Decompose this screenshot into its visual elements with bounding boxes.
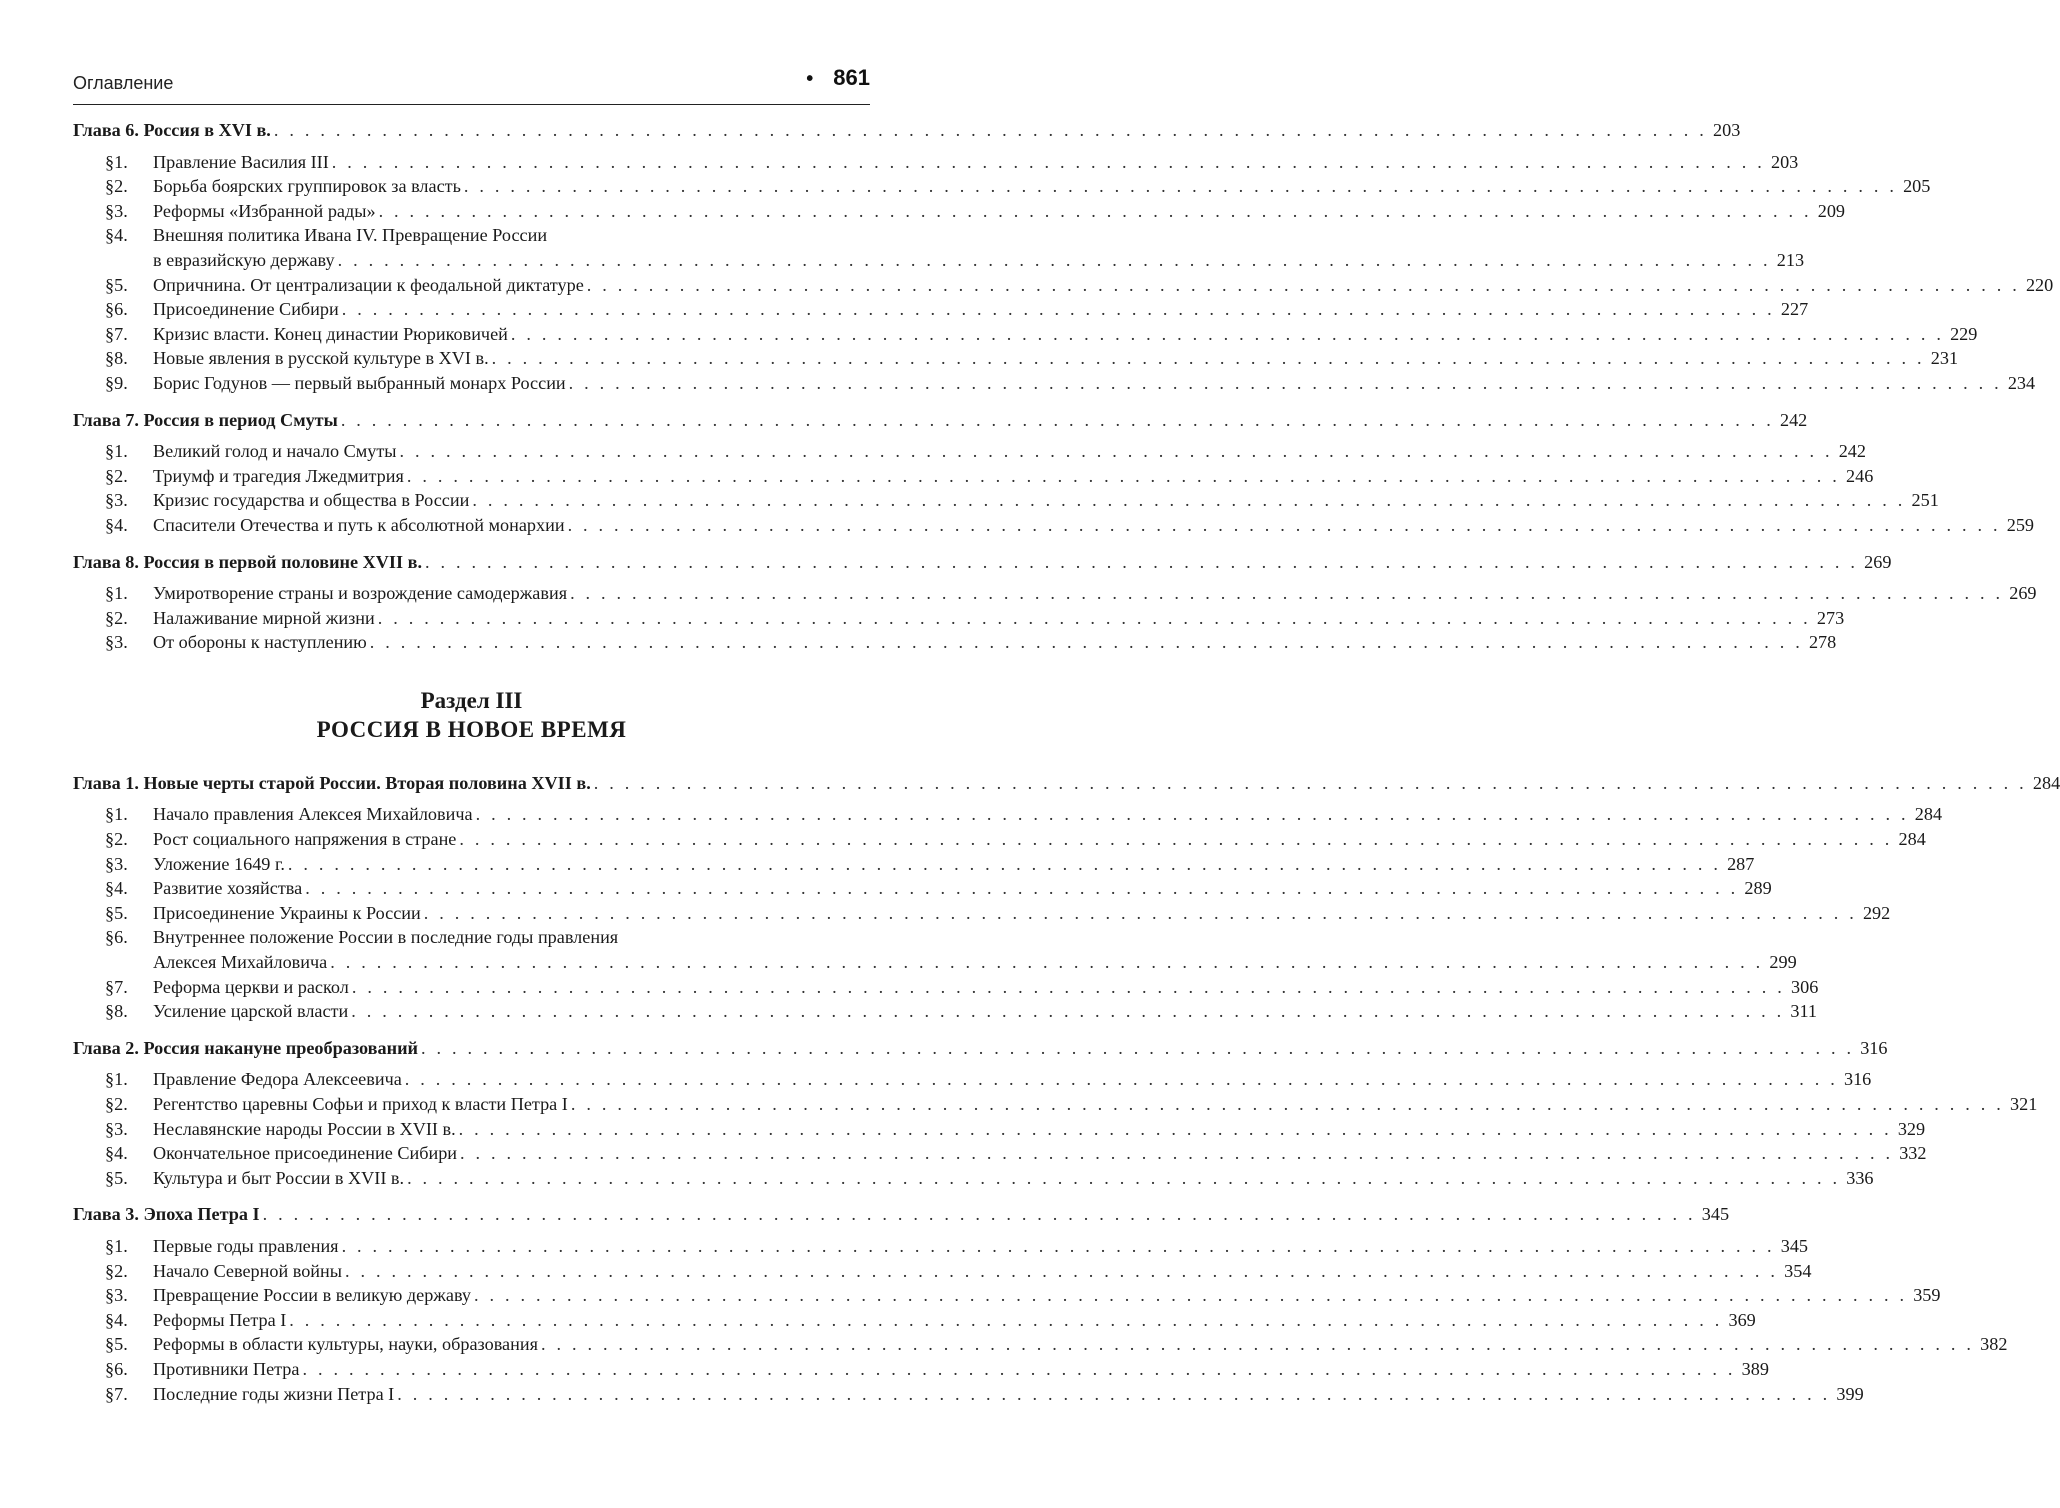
paragraph-page: 311 [1790,1001,1818,1022]
paragraph-line [153,488,1939,513]
toc-paragraph-entry[interactable] [73,1308,1756,1333]
chapter-page: 269 [1864,551,1892,572]
paragraph-line [153,950,1797,975]
toc-paragraph-entry[interactable] [73,513,2035,538]
paragraph-line [153,513,2035,538]
dot-leader: . . . . . . . . . . . . . . . . . . . . . . . . . . . . . . . . . . . . . . . . . . . . . . . . . . . . . . . . . . . . . . . . . . . . . . . . . . . . . . . . . . . . . . . . . . . . . [340,409,1774,430]
section-heading [73,687,870,745]
toc-paragraph-entry[interactable] [73,199,1846,224]
toc-chapter-entry[interactable] [73,1202,1730,1227]
dot-leader: . . . . . . . . . . . . . . . . . . . . . . . . . . . . . . . . . . . . . . . . . . . . . . . . . . . . . . . . . . . . . . . . . . . . . . . . . . . . . . . . . . . . . . . . . . . . . [568,372,2002,393]
dot-leader: . . . . . . . . . . . . . . . . . . . . . . . . . . . . . . . . . . . . . . . . . . . . . . . . . . . . . . . . . . . . . . . . . . . . . . . . . . . . . . . . . . . . . . . . . . . . . [289,1309,1723,1330]
paragraph-title: Уложение 1649 г. [153,853,285,874]
toc-paragraph-entry[interactable] [73,975,1819,1000]
toc-paragraph-entry[interactable] [73,1234,1809,1259]
paragraph-page: 359 [1913,1285,1941,1306]
dot-leader: . . . . . . . . . . . . . . . . . . . . . . . . . . . . . . . . . . . . . . . . . . . . . . . . . . . . . . . . . . . . . . . . . . . . . . . . . . . . . . . . . . . . . . . . . . . . . [351,976,1786,997]
chapter-line [73,118,1741,143]
paragraph-line [153,322,1978,347]
toc-paragraph-entry[interactable] [73,1283,1941,1308]
paragraph-line [153,174,1931,199]
toc-paragraph-entry[interactable] [73,273,2054,298]
toc-paragraph-entry[interactable] [73,150,1799,175]
paragraph-number: §9. [105,372,128,393]
dot-leader: . . . . . . . . . . . . . . . . . . . . . . . . . . . . . . . . . . . . . . . . . . . . . . . . . . . . . . . . . . . . . . . . . . . . . . . . . . . . . . . . . . . . . . . . . . . . . [337,249,1771,270]
toc-paragraph-entry[interactable] [73,346,1959,371]
paragraph-title: Правление Василия III [153,151,329,172]
dot-leader: . . . . . . . . . . . . . . . . . . . . . . . . . . . . . . . . . . . . . . . . . . . . . . . . . . . . . . . . . . . . . . . . . . . . . . . . . . . . . . . . . . . . . . . . . . . . . [570,1094,2005,1114]
dot-leader: . . . . . . . . . . . . . . . . . . . . . . . . . . . . . . . . . . . . . . . . . . . . . . . . . . . . . . . . . . . . . . . . . . . . . . . . . . . . . . . . . . . . . . . . . . . . . [570,583,2004,604]
paragraph-line [153,901,1891,926]
chapter-page: 203 [1713,120,1741,140]
paragraph-number: §4. [105,225,128,246]
dot-leader: . . . . . . . . . . . . . . . . . . . . . . . . . . . . . . . . . . . . . . . . . . . . . . . . . . . . . . . . . . . . . . . . . . . . . . . . . . . . . . . . . . . . . . . . . . . . . [397,1383,1831,1404]
dot-leader: . . . . . . . . . . . . . . . . . . . . . . . . . . . . . . . . . . . . . . . . . . . . . . . . . . . . . . . . . . . . . . . . . . . . . . . . . . . . . . . . . . . . . . . . . . . . . [369,632,1803,653]
dot-leader: . . . . . . . . . . . . . . . . . . . . . . . . . . . . . . . . . . . . . . . . . . . . . . . . . . . . . . . . . . . . . . . . . . . . . . . . . . . . . . . . . . . . . . . . . . . . . [425,551,1859,572]
paragraph-line [153,852,1755,877]
paragraph-number: §3. [105,490,128,511]
paragraph-title-line: Внешняя политика Ивана IV. Превращение России [153,225,548,246]
toc-paragraph-entry[interactable] [73,802,1943,827]
dot-leader: . . . . . . . . . . . . . . . . . . . . . . . . . . . . . . . . . . . . . . . . . . . . . . . . . . . . . . . . . . . . . . . . . . . . . . . . . . . . . . . . . . . . . . . . . . . . . [491,348,1925,369]
paragraph-line [153,439,1866,464]
paragraph-line [153,248,1805,273]
paragraph-page: 213 [1776,249,1805,270]
dot-leader: . . . . . . . . . . . . . . . . . . . . . . . . . . . . . . . . . . . . . . . . . . . . . . . . . . . . . . . . . . . . . . . . . . . . . . . . . . . . . . . . . . . . . . . . . . . . . [378,200,1812,221]
paragraph-page: 389 [1741,1358,1769,1379]
paragraph-line [153,975,1819,1000]
paragraph-line [153,1308,1756,1333]
paragraph-title: Опричнина. От централизации к феодальной диктатуре [153,274,584,295]
paragraph-title: Первые годы правления [153,1235,339,1256]
toc-paragraph-entry[interactable] [73,1117,1926,1142]
toc-paragraph-entry[interactable] [73,999,1818,1024]
section-label: Раздел III [420,687,523,713]
dot-leader: . . . . . . . . . . . . . . . . . . . . . . . . . . . . . . . . . . . . . . . . . . . . . . . . . . . . . . . . . . . . . . . . . . . . . . . . . . . . . . . . . . . . . . . . . . . . . [567,514,2001,535]
paragraph-title: Кризис власти. Конец династии Рюриковичей [153,323,508,344]
paragraph-page: 289 [1744,878,1772,899]
toc-paragraph-entry[interactable] [73,174,1931,199]
toc-paragraph-entry[interactable] [73,1141,1927,1166]
paragraph-title: Присоединение Сибири [153,299,339,320]
paragraph-page: 299 [1769,952,1797,973]
paragraph-number: §4. [105,878,128,899]
toc-paragraph-entry[interactable] [73,1067,1872,1092]
paragraph-title: Регентство царевны Софьи и приход к власти Петра I [153,1094,568,1114]
dot-leader: . . . . . . . . . . . . . . . . . . . . . . . . . . . . . . . . . . . . . . . . . . . . . . . . . . . . . . . . . . . . . . . . . . . . . . . . . . . . . . . . . . . . . . . . . . . . . [262,1204,1696,1225]
paragraph-number: §1. [105,583,128,604]
paragraph-number: §4. [105,1309,128,1330]
paragraph-title: Великий голод и начало Смуты [153,441,397,462]
toc-paragraph-entry[interactable] [73,925,1797,974]
paragraph-number: §3. [105,632,128,653]
table-of-contents [73,115,2060,1406]
paragraph-page: 242 [1838,441,1866,462]
paragraph-line [153,1259,1812,1284]
toc-chapter-entry[interactable] [73,118,1741,143]
toc-paragraph-entry[interactable] [73,1332,2008,1357]
toc-chapter-entry[interactable] [73,550,1892,575]
paragraph-line [153,1332,2008,1357]
paragraph-page: 287 [1727,853,1755,874]
paragraph-title: Правление Федора Алексеевича [153,1069,402,1090]
paragraph-page: 220 [2025,274,2054,295]
paragraph-number: §2. [105,465,128,486]
dot-leader: . . . . . . . . . . . . . . . . . . . . . . . . . . . . . . . . . . . . . . . . . . . . . . . . . . . . . . . . . . . . . . . . . . . . . . . . . . . . . . . . . . . . . . . . . . . . . [586,274,2020,295]
paragraph-line [153,1357,1769,1382]
paragraph-number: §5. [105,1167,128,1188]
dot-leader: . . . . . . . . . . . . . . . . . . . . . . . . . . . . . . . . . . . . . . . . . . . . . . . . . . . . . . . . . . . . . . . . . . . . . . . . . . . . . . . . . . . . . . . . . . . . . [287,853,1722,874]
dot-leader: . . . . . . . . . . . . . . . . . . . . . . . . . . . . . . . . . . . . . . . . . . . . . . . . . . . . . . . . . . . . . . . . . . . . . . . . . . . . . . . . . . . . . . . . . . . . . [463,176,1898,197]
paragraph-page: 316 [1843,1069,1872,1090]
paragraph-number: §1. [105,151,128,172]
page-number: 861 [833,65,870,90]
paragraph-number: §3. [105,1118,128,1139]
paragraph-title: Спасители Отечества и путь к абсолютной монархии [153,514,565,535]
paragraph-page: 292 [1862,902,1891,923]
paragraph-line [153,1382,1864,1407]
chapter-title: Глава 3. Эпоха Петра I [73,1204,260,1225]
paragraph-title: От обороны к наступлению [153,632,367,653]
toc-paragraph-entry[interactable] [73,606,1845,631]
dot-leader: . . . . . . . . . . . . . . . . . . . . . . . . . . . . . . . . . . . . . . . . . . . . . . . . . . . . . . . . . . . . . . . . . . . . . . . . . . . . . . . . . . . . . . . . . . . . . [345,1260,1779,1281]
chapter-title: Глава 2. Россия накануне преобразований [73,1037,419,1058]
paragraph-line [153,1067,1872,1092]
dot-leader: . . . . . . . . . . . . . . . . . . . . . . . . . . . . . . . . . . . . . . . . . . . . . . . . . . . . . . . . . . . . . . . . . . . . . . . . . . . . . . . . . . . . . . . . . . . . . [459,829,1893,850]
paragraph-page: 306 [1791,976,1819,997]
paragraph-number: §2. [105,1260,128,1281]
paragraph-line [153,581,2037,606]
paragraph-title: Развитие хозяйства [153,878,303,899]
page-number-block [806,65,870,91]
paragraph-line [153,297,1809,322]
paragraph-number: §8. [105,348,128,369]
dot-leader: . . . . . . . . . . . . . . . . . . . . . . . . . . . . . . . . . . . . . . . . . . . . . . . . . . . . . . . . . . . . . . . . . . . . . . . . . . . . . . . . . . . . . . . . . . . . . [377,607,1811,628]
paragraph-page: 251 [1911,490,1939,511]
toc-paragraph-entry[interactable] [73,852,1755,877]
paragraph-number: §5. [105,902,128,923]
toc-paragraph-entry[interactable] [73,1166,1874,1191]
toc-paragraph-entry[interactable] [73,630,1837,655]
toc-paragraph-entry[interactable] [73,322,1978,347]
paragraph-title: в евразийскую державу [153,249,335,270]
paragraph-number: §1. [105,441,128,462]
paragraph-page: 273 [1816,607,1845,628]
paragraph-number: §8. [105,1001,128,1022]
paragraph-page: 231 [1930,348,1959,369]
paragraph-title: Реформы Петра I [153,1309,287,1330]
paragraph-number: §6. [105,299,128,320]
dot-leader: . . . . . . . . . . . . . . . . . . . . . . . . . . . . . . . . . . . . . . . . . . . . . . . . . . . . . . . . . . . . . . . . . . . . . . . . . . . . . . . . . . . . . . . . . . . . . [475,804,1909,825]
paragraph-number: §5. [105,1334,128,1355]
paragraph-title: Борис Годунов — первый выбранный монарх России [153,372,566,393]
paragraph-page: 278 [1808,632,1837,653]
paragraph-title: Триумф и трагедия Лжедмитрия [153,465,404,486]
chapter-page: 242 [1779,409,1808,430]
paragraph-line [153,1141,1927,1166]
paragraph-number: §7. [105,976,128,997]
paragraph-page: 203 [1770,151,1799,172]
toc-paragraph-entry[interactable] [73,464,1874,489]
chapter-line [73,1202,1730,1227]
dot-leader: . . . . . . . . . . . . . . . . . . . . . . . . . . . . . . . . . . . . . . . . . . . . . . . . . . . . . . . . . . . . . . . . . . . . . . . . . . . . . . . . . . . . . . . . . . . . . [341,299,1775,320]
paragraph-line [153,346,1959,371]
paragraph-title: Усиление царской власти [153,1001,349,1022]
dot-leader: . . . . . . . . . . . . . . . . . . . . . . . . . . . . . . . . . . . . . . . . . . . . . . . . . . . . . . . . . . . . . . . . . . . . . . . . . . . . . . . . . . . . . . . . . . . . . [540,1334,1975,1355]
paragraph-title: Алексея Михайловича [153,952,328,973]
paragraph-title: Превращение России в великую державу [153,1285,472,1306]
section-title: РОССИЯ В НОВОЕ ВРЕМЯ [316,716,627,742]
paragraph-number: §2. [105,607,128,628]
toc-paragraph-entry[interactable] [73,439,1866,464]
toc-paragraph-entry[interactable] [73,371,2036,396]
paragraph-page: 246 [1846,465,1874,486]
paragraph-number: §1. [105,804,128,825]
toc-paragraph-entry[interactable] [73,581,2037,606]
paragraph-page: 345 [1780,1235,1809,1256]
paragraph-number: §6. [105,927,128,948]
paragraph-title: Культура и быт России в XVII в. [153,1167,405,1188]
paragraph-title: Начало Северной войны [153,1260,342,1281]
running-header [73,64,870,105]
toc-chapter-entry[interactable] [73,771,2060,796]
paragraph-page: 321 [2010,1094,2038,1114]
toc-paragraph-entry[interactable] [73,827,1926,852]
paragraph-number: §7. [105,323,128,344]
paragraph-page: 284 [1898,829,1926,850]
paragraph-line [153,1234,1809,1259]
dot-leader: . . . . . . . . . . . . . . . . . . . . . . . . . . . . . . . . . . . . . . . . . . . . . . . . . . . . . . . . . . . . . . . . . . . . . . . . . . . . . . . . . . . . . . . . . . . . . [406,465,1841,486]
paragraph-number: §2. [105,829,128,850]
dot-leader: . . . . . . . . . . . . . . . . . . . . . . . . . . . . . . . . . . . . . . . . . . . . . . . . . . . . . . . . . . . . . . . . . . . . . . . . . . . . . . . . . . . . . . . . . . . . . [341,1235,1775,1256]
dot-leader: . . . . . . . . . . . . . . . . . . . . . . . . . . . . . . . . . . . . . . . . . . . . . . . . . . . . . . . . . . . . . . . . . . . . . . . . . . . . . . . . . . . . . . . . . . . . . [407,1167,1841,1188]
paragraph-number: §1. [105,1069,128,1090]
paragraph-page: 205 [1903,176,1931,197]
paragraph-number: §6. [105,1358,128,1379]
paragraph-line [153,1117,1926,1142]
dot-leader: . . . . . . . . . . . . . . . . . . . . . . . . . . . . . . . . . . . . . . . . . . . . . . . . . . . . . . . . . . . . . . . . . . . . . . . . . . . . . . . . . . . . . . . . . . . . . [351,1001,1785,1022]
paragraph-title: Борьба боярских группировок за власть [153,176,461,197]
paragraph-page: 382 [1980,1334,2008,1355]
paragraph-line [153,999,1818,1024]
paragraph-line [153,150,1799,175]
paragraph-number: §3. [105,853,128,874]
paragraph-page: 227 [1780,299,1809,320]
toc-paragraph-entry[interactable] [73,901,1891,926]
paragraph-title: Противники Петра [153,1358,300,1379]
toc-paragraph-entry[interactable] [73,1382,1864,1407]
paragraph-title: Начало правления Алексея Михайловича [153,804,473,825]
chapter-line [73,408,1808,433]
chapter-page: 284 [2032,772,2060,793]
dot-leader: . . . . . . . . . . . . . . . . . . . . . . . . . . . . . . . . . . . . . . . . . . . . . . . . . . . . . . . . . . . . . . . . . . . . . . . . . . . . . . . . . . . . . . . . . . . . . [472,490,1906,511]
paragraph-line [153,371,2036,396]
paragraph-page: 332 [1899,1143,1927,1164]
paragraph-title: Кризис государства и общества в России [153,490,470,511]
chapter-title: Глава 7. Россия в период Смуты [73,409,338,430]
toc-paragraph-entry[interactable] [73,1357,1769,1382]
chapter-title: Глава 6. Россия в XVI в. [73,120,271,140]
paragraph-title: Последние годы жизни Петра I [153,1383,395,1404]
dot-leader: . . . . . . . . . . . . . . . . . . . . . . . . . . . . . . . . . . . . . . . . . . . . . . . . . . . . . . . . . . . . . . . . . . . . . . . . . . . . . . . . . . . . . . . . . . . . . [510,323,1945,344]
paragraph-number: §5. [105,274,128,295]
paragraph-line [153,606,1845,631]
paragraph-page: 336 [1846,1167,1874,1188]
toc-paragraph-entry[interactable] [73,876,1772,901]
paragraph-line [153,876,1772,901]
toc-block-part1 [73,118,2054,655]
dot-leader: . . . . . . . . . . . . . . . . . . . . . . . . . . . . . . . . . . . . . . . . . . . . . . . . . . . . . . . . . . . . . . . . . . . . . . . . . . . . . . . . . . . . . . . . . . . . . [474,1285,1908,1306]
paragraph-title: Окончательное присоединение Сибири [153,1143,458,1164]
paragraph-page: 229 [1950,323,1978,344]
paragraph-page: 269 [2009,583,2037,604]
paragraph-number: §2. [105,176,128,197]
chapter-page: 316 [1860,1037,1888,1058]
paragraph-page: 399 [1836,1383,1864,1404]
paragraph-page: 284 [1914,804,1943,825]
dot-leader: . . . . . . . . . . . . . . . . . . . . . . . . . . . . . . . . . . . . . . . . . . . . . . . . . . . . . . . . . . . . . . . . . . . . . . . . . . . . . . . . . . . . . . . . . . . . . [399,441,1833,462]
paragraph-line [153,802,1943,827]
bullet-icon: • [806,68,814,90]
dot-leader: . . . . . . . . . . . . . . . . . . . . . . . . . . . . . . . . . . . . . . . . . . . . . . . . . . . . . . . . . . . . . . . . . . . . . . . . . . . . . . . . . . . . . . . . . . . . . [421,1037,1855,1058]
paragraph-line [153,273,2054,298]
chapter-title: Глава 8. Россия в первой половине XVII в. [73,551,422,572]
toc-paragraph-entry[interactable] [73,223,1805,272]
paragraph-page: 354 [1784,1260,1812,1281]
paragraph-title: Неславянские народы России в XVII в. [153,1118,456,1139]
chapter-page: 345 [1701,1204,1730,1225]
paragraph-line [153,464,1874,489]
toc-chapter-entry[interactable] [73,408,1808,433]
paragraph-number: §3. [105,1285,128,1306]
dot-leader: . . . . . . . . . . . . . . . . . . . . . . . . . . . . . . . . . . . . . . . . . . . . . . . . . . . . . . . . . . . . . . . . . . . . . . . . . . . . . . . . . . . . . . . . . . . . . [458,1118,1892,1139]
dot-leader: . . . . . . . . . . . . . . . . . . . . . . . . . . . . . . . . . . . . . . . . . . . . . . . . . . . . . . . . . . . . . . . . . . . . . . . . . . . . . . . . . . . . . . . . . . . . . [302,1358,1736,1379]
toc-paragraph-entry[interactable] [73,297,1809,322]
toc-paragraph-entry[interactable] [73,488,1939,513]
chapter-title: Глава 1. Новые черты старой России. Вторая половина XVII в. [73,772,591,793]
dot-leader: . . . . . . . . . . . . . . . . . . . . . . . . . . . . . . . . . . . . . . . . . . . . . . . . . . . . . . . . . . . . . . . . . . . . . . . . . . . . . . . . . . . . . . . . . . . . . [331,151,1765,172]
paragraph-line [153,630,1837,655]
dot-leader: . . . . . . . . . . . . . . . . . . . . . . . . . . . . . . . . . . . . . . . . . . . . . . . . . . . . . . . . . . . . . . . . . . . . . . . . . . . . . . . . . . . . . . . . . . . . . [330,952,1764,973]
paragraph-title: Умиротворение страны и возрождение самодержавия [153,583,568,604]
chapter-line [73,771,2060,796]
toc-block-part2 [73,771,2060,1406]
toc-paragraph-entry[interactable] [73,1259,1812,1284]
dot-leader: . . . . . . . . . . . . . . . . . . . . . . . . . . . . . . . . . . . . . . . . . . . . . . . . . . . . . . . . . . . . . . . . . . . . . . . . . . . . . . . . . . . . . . . . . . . . . [305,878,1739,899]
toc-chapter-entry[interactable] [73,1036,1888,1061]
dot-leader: . . . . . . . . . . . . . . . . . . . . . . . . . . . . . . . . . . . . . . . . . . . . . . . . . . . . . . . . . . . . . . . . . . . . . . . . . . . . . . . . . . . . . . . . . . . . . [404,1069,1838,1090]
paragraph-page: 259 [2006,514,2035,535]
paragraph-line [153,1166,1874,1191]
paragraph-title: Реформы «Избранной рады» [153,200,376,221]
paragraph-number: §4. [105,514,128,535]
paragraph-title: Присоединение Украины к России [153,902,421,923]
paragraph-line [153,199,1846,224]
paragraph-line [153,1283,1941,1308]
paragraph-title-line: Внутреннее положение России в последние годы правления [153,927,619,948]
paragraph-line [153,827,1926,852]
dot-leader: . . . . . . . . . . . . . . . . . . . . . . . . . . . . . . . . . . . . . . . . . . . . . . . . . . . . . . . . . . . . . . . . . . . . . . . . . . . . . . . . . . . . . . . . . . . . . [273,120,1708,140]
running-header-title: Оглавление [73,73,174,93]
paragraph-number: §2. [105,1094,128,1114]
paragraph-number: §7. [105,1383,128,1404]
paragraph-title: Новые явления в русской культуре в XVI в. [153,348,489,369]
paragraph-number: §1. [105,1235,128,1256]
toc-paragraph-entry[interactable] [73,1092,2038,1117]
paragraph-title: Реформа церкви и раскол [153,976,349,997]
dot-leader: . . . . . . . . . . . . . . . . . . . . . . . . . . . . . . . . . . . . . . . . . . . . . . . . . . . . . . . . . . . . . . . . . . . . . . . . . . . . . . . . . . . . . . . . . . . . . [460,1143,1894,1164]
paragraph-page: 369 [1728,1309,1756,1330]
paragraph-title: Реформы в области культуры, науки, образования [153,1334,538,1355]
paragraph-page: 234 [2007,372,2036,393]
paragraph-number: §3. [105,200,128,221]
paragraph-page: 329 [1897,1118,1926,1139]
paragraph-page: 209 [1817,200,1846,221]
chapter-line [73,1036,1888,1061]
dot-leader: . . . . . . . . . . . . . . . . . . . . . . . . . . . . . . . . . . . . . . . . . . . . . . . . . . . . . . . . . . . . . . . . . . . . . . . . . . . . . . . . . . . . . . . . . . . . . [423,902,1857,923]
paragraph-number: §4. [105,1143,128,1164]
dot-leader: . . . . . . . . . . . . . . . . . . . . . . . . . . . . . . . . . . . . . . . . . . . . . . . . . . . . . . . . . . . . . . . . . . . . . . . . . . . . . . . . . . . . . . . . . . . . . [593,772,2027,793]
paragraph-title: Налаживание мирной жизни [153,607,375,628]
paragraph-line [153,1092,2038,1117]
chapter-line [73,550,1892,575]
paragraph-title: Рост социального напряжения в стране [153,829,457,850]
